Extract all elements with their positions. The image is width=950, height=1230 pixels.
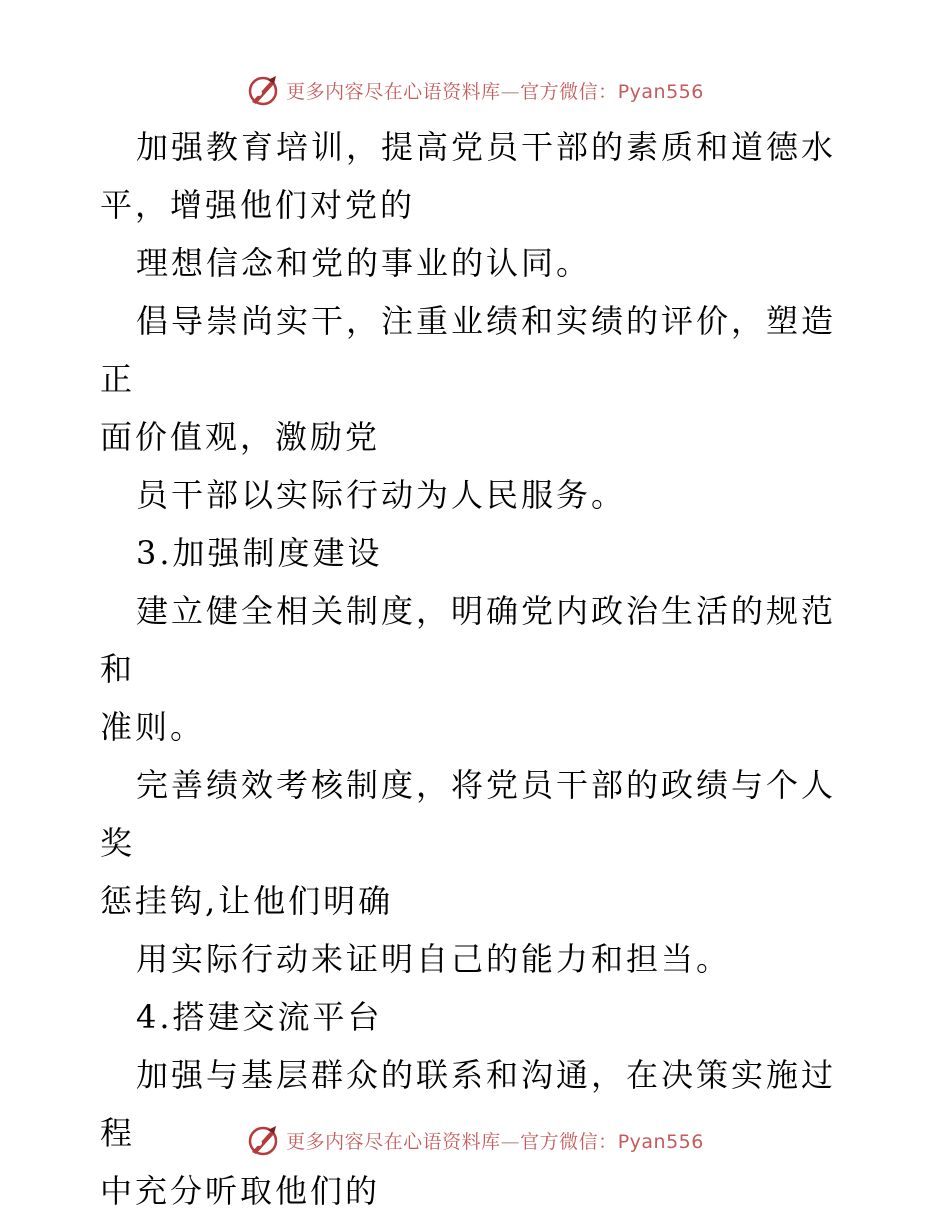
text-line: 加强教育培训，提高党员干部的素质和道德水 — [136, 128, 837, 166]
section-heading — [100, 524, 860, 582]
watermark-brand: 更多内容尽在心语资料库 — [286, 80, 501, 103]
paragraph — [100, 582, 860, 756]
paragraph — [100, 466, 860, 524]
paragraph — [100, 234, 860, 292]
watermark-text — [286, 1127, 704, 1154]
watermark-id: Pyan556 — [617, 1130, 704, 1153]
watermark-id: Pyan556 — [617, 80, 704, 103]
paragraph — [100, 930, 860, 988]
watermark-dash: — — [500, 80, 521, 103]
document-body — [100, 118, 860, 1220]
section-heading — [100, 988, 860, 1046]
text-line: 员干部以实际行动为人民服务。 — [136, 476, 627, 514]
watermark-label: 官方微信： — [520, 80, 618, 103]
text-line: 用实际行动来证明自己的能力和担当。 — [136, 940, 732, 978]
footer-watermark — [0, 1120, 950, 1160]
text-line: 理想信念和党的事业的认同。 — [136, 244, 592, 282]
text-line: 建立健全相关制度，明确党内政治生活的规范和 — [100, 592, 837, 688]
watermark-label: 官方微信： — [520, 1130, 618, 1153]
logo-icon — [246, 72, 282, 108]
paragraph — [100, 756, 860, 930]
paragraph — [100, 292, 860, 466]
text-line: 倡导崇尚实干，注重业绩和实绩的评价，塑造正 — [100, 302, 837, 398]
text-line: 平，增强他们对党的 — [100, 186, 416, 224]
text-line: 完善绩效考核制度，将党员干部的政绩与个人奖 — [100, 766, 837, 862]
header-watermark — [0, 70, 950, 110]
text-line: 准则。 — [100, 708, 206, 746]
text-line: 3.加强制度建设 — [136, 534, 383, 572]
logo-icon — [246, 1122, 282, 1158]
watermark-dash: — — [500, 1130, 521, 1153]
paragraph — [100, 118, 860, 234]
text-line: 面价值观，激励党 — [100, 418, 381, 456]
watermark-text — [286, 77, 704, 104]
text-line: 惩挂钩,让他们明确 — [100, 882, 394, 920]
watermark-brand: 更多内容尽在心语资料库 — [286, 1130, 501, 1153]
text-line: 4.搭建交流平台 — [136, 998, 383, 1036]
text-line: 加强与基层群众的联系和沟通，在决策实施过程 — [100, 1056, 837, 1152]
text-line: 中充分听取他们的 — [100, 1172, 381, 1210]
